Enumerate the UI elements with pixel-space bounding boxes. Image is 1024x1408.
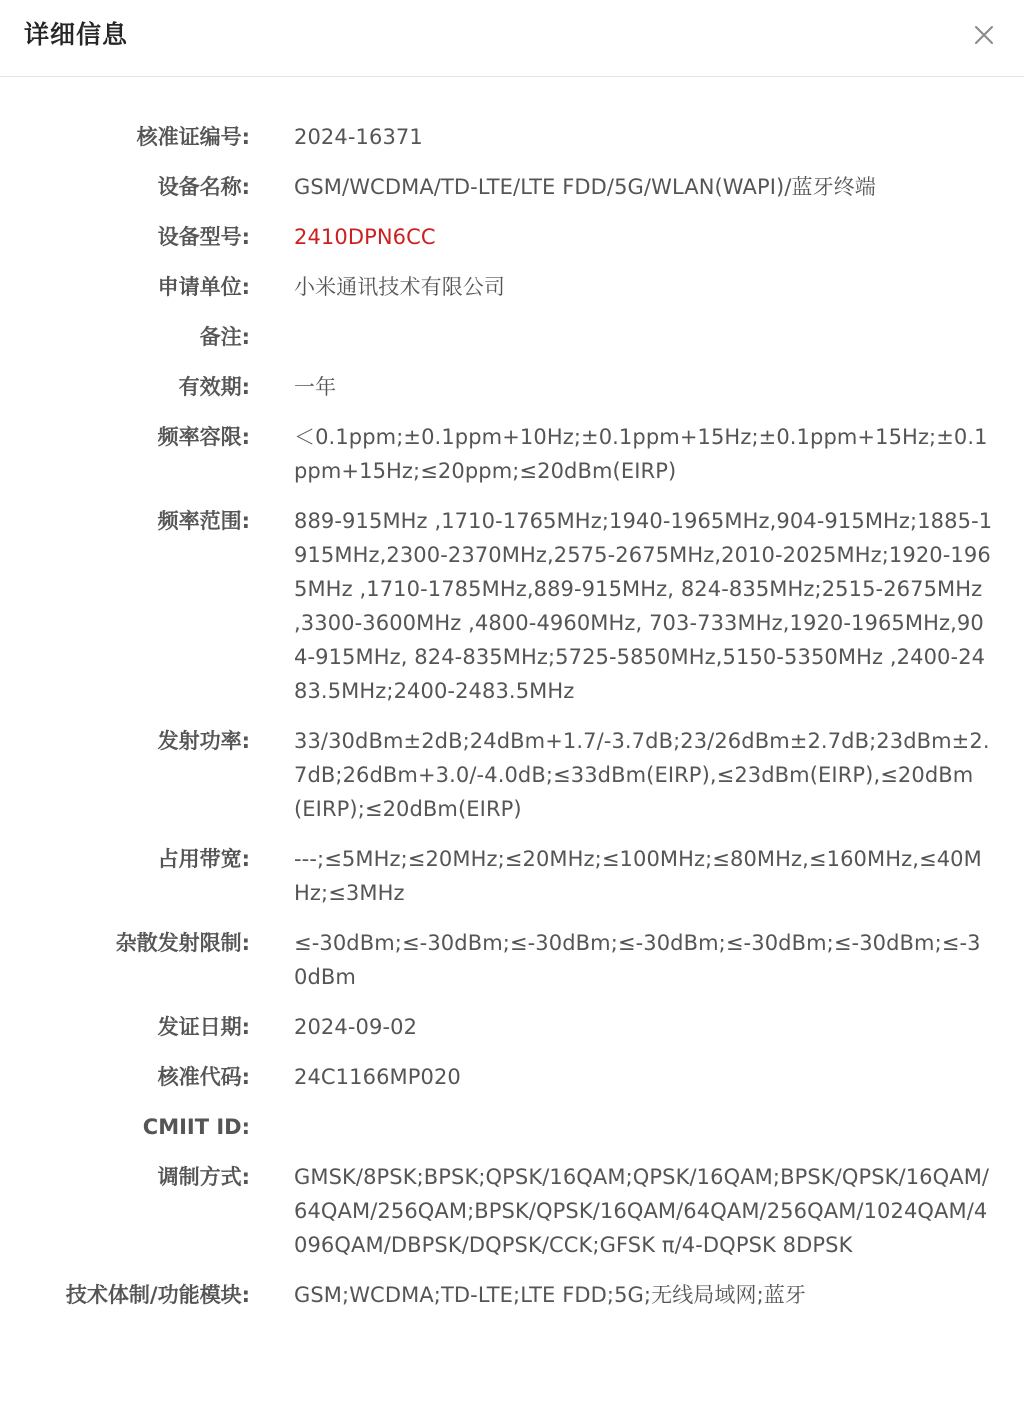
field-approval-code — [0, 1060, 1024, 1094]
field-applicant — [0, 270, 1024, 304]
field-label: 发射功率: — [157, 729, 250, 753]
field-value: ＜0.1ppm;±0.1ppm+10Hz;±0.1ppm+15Hz;±0.1ppm+15Hz;±0.1ppm+15Hz;≤20ppm;≤20dBm(EIRP) — [294, 425, 988, 483]
field-label: 备注: — [199, 325, 250, 349]
field-value: 24C1166MP020 — [294, 1065, 461, 1089]
field-value: 2024-16371 — [294, 125, 423, 149]
field-value — [294, 1110, 994, 1144]
field-value: 一年 — [294, 375, 337, 399]
field-spurious-limit — [0, 926, 1024, 994]
field-issue-date — [0, 1010, 1024, 1044]
field-label: 有效期: — [178, 375, 250, 399]
field-label: CMIIT ID: — [142, 1115, 250, 1139]
field-value: 889-915MHz ,1710-1765MHz;1940-1965MHz,904-915MHz;1885-1915MHz,2300-2370MHz,2575-2675MHz,2010-2025MHz;1920-1965MHz ,1710-1785MHz,889-915MHz, 824-835MHz;2515-2675MHz ,3300-3600MHz ,4800-4960MHz, 703-733MHz,1920-1965MHz,904-915MHz, 824-835MHz;5725-5850MHz,5150-5350MHz ,2400-2483.5MHz;2400-2483.5MHz — [294, 509, 993, 703]
field-label: 技术体制/功能模块: — [65, 1283, 250, 1307]
field-label: 调制方式: — [157, 1165, 250, 1189]
field-label: 频率范围: — [157, 509, 250, 533]
field-value: ≤-30dBm;≤-30dBm;≤-30dBm;≤-30dBm;≤-30dBm;≤-30dBm;≤-30dBm — [294, 931, 981, 989]
field-label: 申请单位: — [157, 275, 250, 299]
field-label: 核准证编号: — [136, 125, 250, 149]
close-icon — [970, 21, 998, 49]
field-label: 设备型号: — [157, 225, 250, 249]
field-label: 频率容限: — [157, 425, 250, 449]
device-model-value: 2410DPN6CC — [294, 225, 436, 249]
field-label: 杂散发射限制: — [115, 931, 250, 955]
detail-list — [0, 120, 1024, 1328]
field-approval-cert-no — [0, 120, 1024, 154]
field-modulation — [0, 1160, 1024, 1262]
field-device-name — [0, 170, 1024, 204]
field-value: GSM/WCDMA/TD-LTE/LTE FDD/5G/WLAN(WAPI)/蓝牙终端 — [294, 175, 876, 199]
field-freq-tolerance — [0, 420, 1024, 488]
field-tech-system — [0, 1278, 1024, 1312]
field-validity — [0, 370, 1024, 404]
field-label: 占用带宽: — [157, 847, 250, 871]
field-value: 2024-09-02 — [294, 1015, 418, 1039]
field-value: 33/30dBm±2dB;24dBm+1.7/-3.7dB;23/26dBm±2.7dB;23dBm±2.7dB;26dBm+3.0/-4.0dB;≤33dBm(EIRP),≤23dBm(EIRP),≤20dBm(EIRP);≤20dBm(EIRP) — [294, 729, 990, 821]
close-button[interactable] — [970, 21, 998, 49]
field-value — [294, 320, 994, 354]
field-label: 发证日期: — [157, 1015, 250, 1039]
field-value: GSM;WCDMA;TD-LTE;LTE FDD;5G;无线局域网;蓝牙 — [294, 1283, 806, 1307]
dialog-header — [0, 0, 1024, 77]
field-value: ---;≤5MHz;≤20MHz;≤20MHz;≤100MHz;≤80MHz,≤160MHz,≤40MHz;≤3MHz — [294, 847, 982, 905]
dialog-title: 详细信息 — [24, 20, 129, 49]
field-device-model — [0, 220, 1024, 254]
field-value: GMSK/8PSK;BPSK;QPSK/16QAM;QPSK/16QAM;BPSK/QPSK/16QAM/64QAM/256QAM;BPSK/QPSK/16QAM/64QAM/256QAM/1024QAM/4096QAM/DBPSK/DQPSK/CCK;GFSK π/4-DQPSK 8DPSK — [294, 1165, 990, 1257]
field-cmiit-id — [0, 1110, 1024, 1144]
field-remarks — [0, 320, 1024, 354]
field-freq-range — [0, 504, 1024, 708]
field-bandwidth — [0, 842, 1024, 910]
field-tx-power — [0, 724, 1024, 826]
field-label: 核准代码: — [157, 1065, 250, 1089]
field-label: 设备名称: — [157, 175, 250, 199]
field-value: 小米通讯技术有限公司 — [294, 275, 505, 299]
